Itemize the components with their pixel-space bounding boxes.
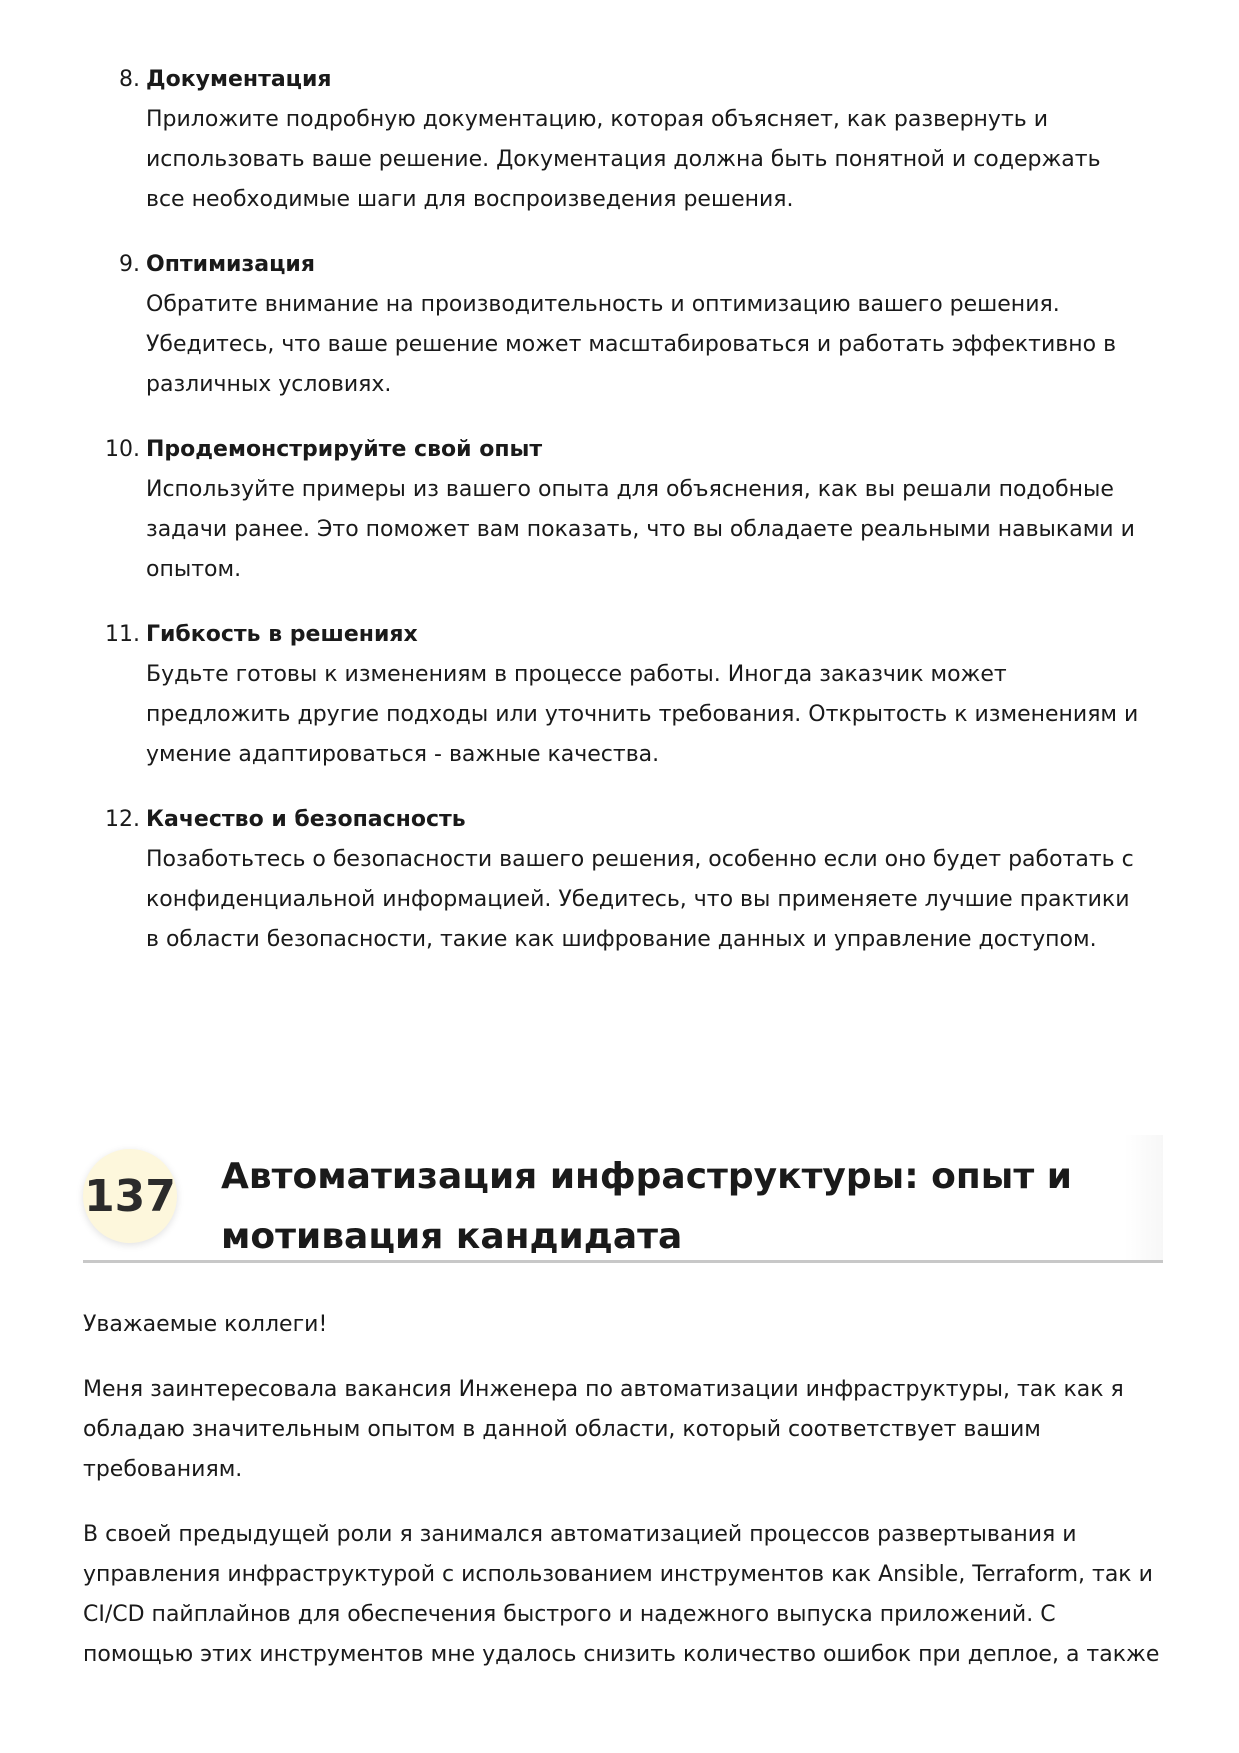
list-item-body: Позаботьтесь о безопасности вашего решения, особенно если оно будет работать с конфиденциальной информацией. Убедитесь, что вы применяете лучшие практики в области безопасности, такие как шифрование данных и управление доступом. bbox=[146, 847, 1134, 952]
list-item-body: Используйте примеры из вашего опыта для объяснения, как вы решали подобные задачи ранее. Это поможет вам показать, что вы обладаете реальными навыками и опытом. bbox=[146, 477, 1135, 582]
list-item-title: Продемонстрируйте свой опыт bbox=[146, 437, 543, 462]
list-item-title: Документация bbox=[146, 67, 332, 92]
paragraph: Меня заинтересовала вакансия Инженера по автоматизации инфраструктуры, так как я обладаю значительным опытом в данной области, который соответствует вашим требованиям. bbox=[83, 1377, 1124, 1482]
list-item-title: Качество и безопасность bbox=[146, 807, 466, 832]
section-title: Автоматизация инфраструктуры: опыт и мотивация кандидата bbox=[221, 1156, 1072, 1257]
section-header bbox=[83, 1135, 1163, 1265]
list-item-number: 12. bbox=[105, 807, 140, 832]
list-item bbox=[0, 245, 1239, 405]
section-divider bbox=[83, 1260, 1163, 1263]
list-item-body: Обратите внимание на производительность и оптимизацию вашего решения. Убедитесь, что ваше решение может масштабироваться и работать эффективно в различных условиях. bbox=[146, 292, 1117, 397]
list-item-number: 9. bbox=[119, 252, 140, 277]
numbered-list bbox=[0, 60, 1239, 985]
list-item bbox=[0, 800, 1239, 960]
list-item-number: 8. bbox=[119, 67, 140, 92]
list-item-title: Гибкость в решениях bbox=[146, 622, 418, 647]
paragraph: В своей предыдущей роли я занимался автоматизацией процессов развертывания и управления инфраструктурой с использованием инструментов как Ansible, Terraform, так и CI/CD пайплайнов для обеспечения быстрого и надежного выпуска приложений. С помощью этих инструментов мне удалось снизить количество ошибок при деплое, а также bbox=[83, 1522, 1160, 1667]
section-number-badge: 137 bbox=[83, 1149, 177, 1243]
letter-body bbox=[83, 1305, 1163, 1700]
list-item-body: Приложите подробную документацию, которая объясняет, как развернуть и использовать ваше решение. Документация должна быть понятной и содержать все необходимые шаги для воспроизведения решения. bbox=[146, 107, 1101, 212]
list-item-number: 10. bbox=[105, 437, 140, 462]
list-item bbox=[0, 615, 1239, 775]
list-item bbox=[0, 430, 1239, 590]
list-item bbox=[0, 60, 1239, 220]
list-item-title: Оптимизация bbox=[146, 252, 315, 277]
list-item-number: 11. bbox=[105, 622, 140, 647]
paragraph-greeting: Уважаемые коллеги! bbox=[83, 1312, 328, 1337]
list-item-body: Будьте готовы к изменениям в процессе работы. Иногда заказчик может предложить другие подходы или уточнить требования. Открытость к изменениям и умение адаптироваться - важные качества. bbox=[146, 662, 1139, 767]
